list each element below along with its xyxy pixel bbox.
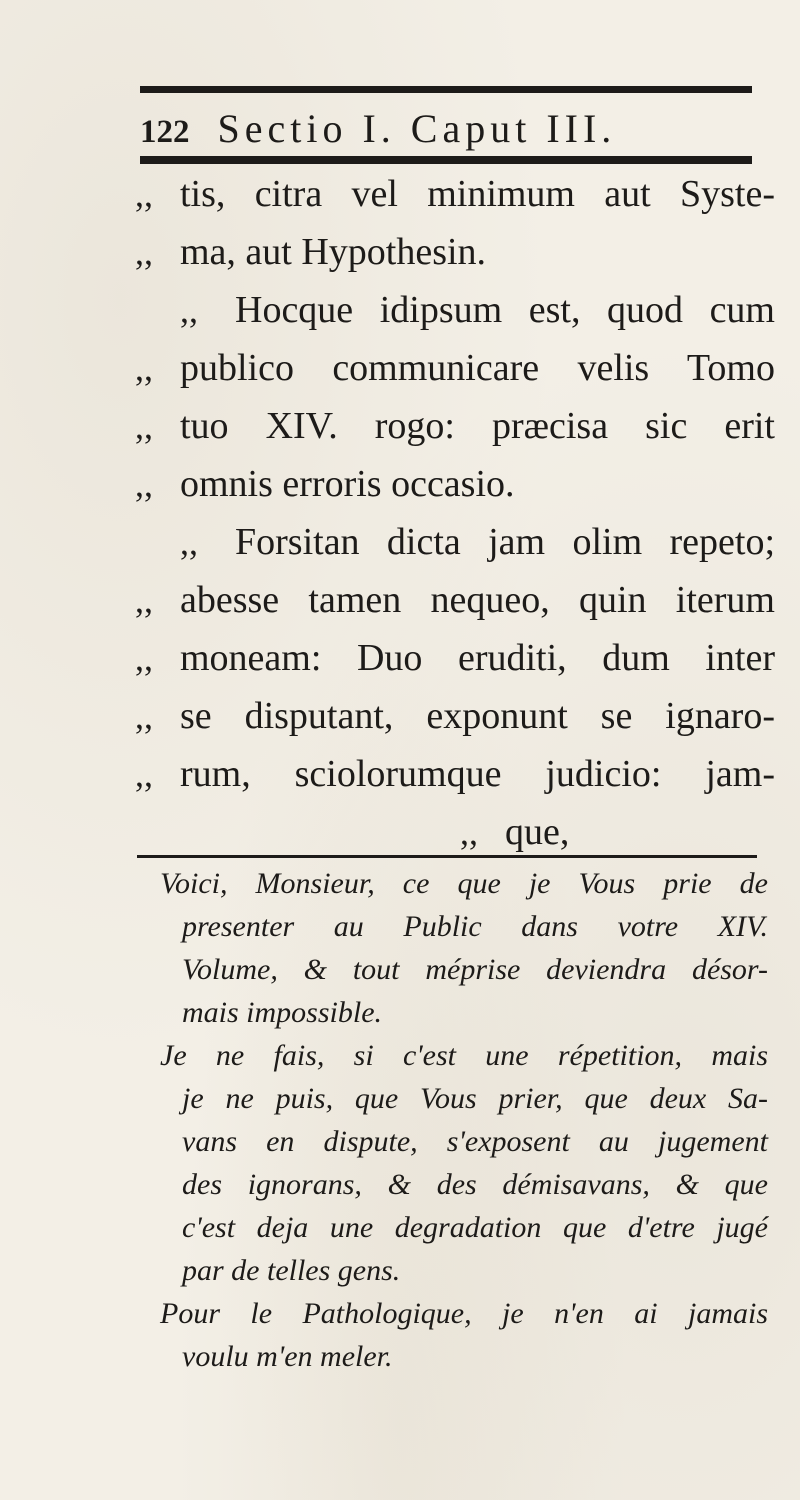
latin-line [135, 223, 775, 281]
latin-line [135, 281, 775, 339]
line-text: Pour le Pathologique, je n'en ai jamais [160, 1297, 768, 1330]
latin-line [135, 455, 775, 513]
line-text: je ne puis, que Vous prier, que deux Sa- [182, 1082, 768, 1115]
quote-mark: ,, [180, 522, 198, 562]
quote-mark: ,, [180, 290, 198, 330]
page-number: 122 [140, 114, 190, 150]
french-translation-block [160, 862, 768, 1378]
line-text: vans en dispute, s'exposent au jugement [182, 1125, 768, 1158]
line-text: par de telles gens. [182, 1254, 401, 1287]
line-text: omnis erroris occasio. [180, 463, 515, 505]
line-text: Forsitan dicta jam olim repeto; [235, 521, 775, 563]
french-line [160, 905, 768, 948]
line-text: tuo XIV. rogo: præcisa sic erit [180, 405, 775, 447]
quote-mark: ,, [135, 580, 153, 620]
french-paragraph [160, 862, 768, 1034]
latin-line [135, 745, 775, 803]
quote-mark: ,, [135, 696, 153, 736]
quote-mark: ,, [135, 232, 153, 272]
french-line [160, 948, 768, 991]
header-top-rule [140, 86, 752, 93]
french-paragraph [160, 1034, 768, 1292]
line-text: ma, aut Hypothesin. [180, 231, 487, 273]
french-line [160, 1120, 768, 1163]
french-line [160, 1206, 768, 1249]
latin-line [135, 629, 775, 687]
quote-mark: ,, [135, 464, 153, 504]
quote-mark: ,, [135, 754, 153, 794]
line-text: moneam: Duo eruditi, dum inter [180, 637, 775, 679]
line-text: Je ne fais, si c'est une répetition, mais [160, 1039, 768, 1072]
french-line [160, 991, 768, 1034]
line-text: presenter au Public dans votre XIV. [182, 910, 768, 943]
quote-mark: ,, [135, 406, 153, 446]
french-line [160, 1249, 768, 1292]
french-line [160, 862, 768, 905]
latin-line [135, 165, 775, 223]
quote-mark: ,, [460, 812, 478, 852]
running-title: Sectio I. Caput III. [217, 106, 617, 151]
latin-text-block [135, 165, 775, 861]
french-line [160, 1163, 768, 1206]
french-line [160, 1335, 768, 1378]
latin-line [135, 339, 775, 397]
line-text: mais impossible. [182, 996, 383, 1029]
latin-line [135, 397, 775, 455]
quote-mark: ,, [135, 174, 153, 214]
quote-mark: ,, [135, 348, 153, 388]
running-header [140, 104, 800, 154]
line-text: des ignorans, & des démisavans, & que [182, 1168, 768, 1201]
line-text: abesse tamen nequeo, quin iterum [180, 579, 775, 621]
line-text: se disputant, exponunt se ignaro- [180, 695, 775, 737]
french-line [160, 1077, 768, 1120]
french-line [160, 1292, 768, 1335]
latin-line [135, 571, 775, 629]
header-bottom-rule [140, 156, 752, 164]
line-text: Hocque idipsum est, quod cum [235, 289, 775, 331]
french-paragraph [160, 1292, 768, 1378]
catchword-text: que, [505, 811, 570, 853]
footnote-separator-rule [137, 855, 757, 858]
latin-line [135, 687, 775, 745]
latin-line [135, 513, 775, 571]
line-text: rum, sciolorumque judicio: jam- [180, 753, 775, 795]
line-text: publico communicare velis Tomo [180, 347, 775, 389]
line-text: c'est deja une degradation que d'etre jugé [182, 1211, 768, 1244]
catchword [135, 803, 775, 861]
quote-mark: ,, [135, 638, 153, 678]
line-text: tis, citra vel minimum aut Syste- [180, 173, 775, 215]
french-line [160, 1034, 768, 1077]
line-text: Volume, & tout méprise deviendra désor- [182, 953, 768, 986]
line-text: Voici, Monsieur, ce que je Vous prie de [160, 867, 768, 900]
line-text: voulu m'en meler. [182, 1340, 393, 1373]
